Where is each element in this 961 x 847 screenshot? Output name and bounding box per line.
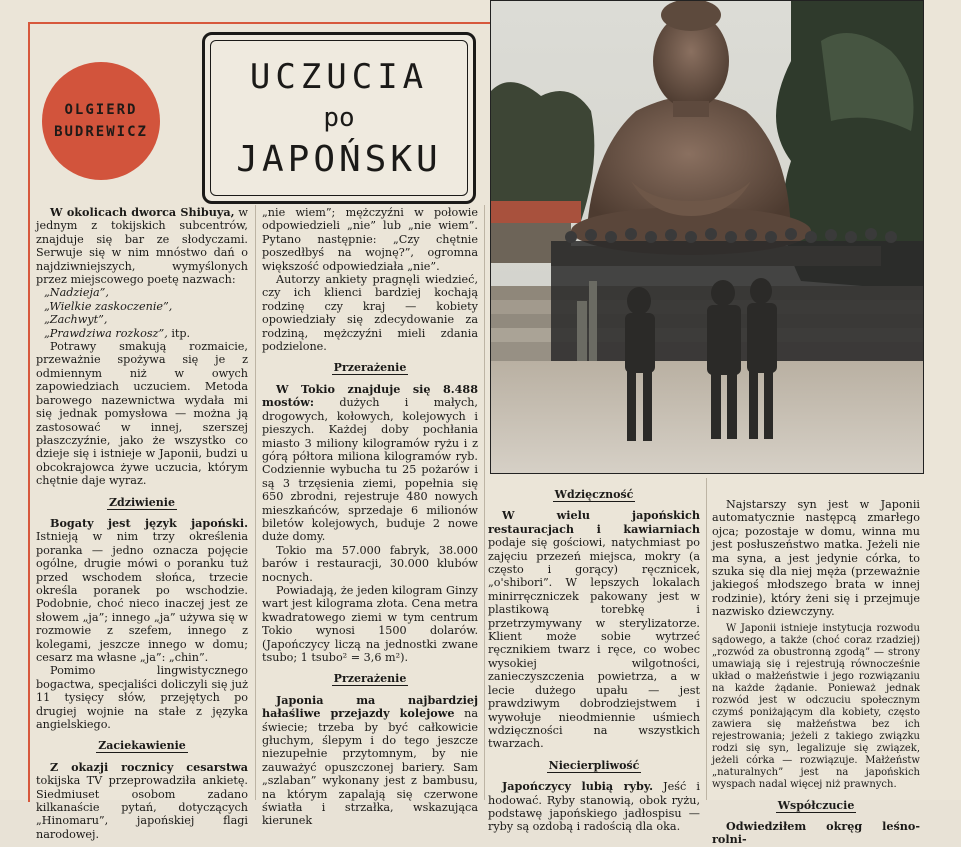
section-heading-zdziwienie: Zdziwienie	[109, 495, 175, 509]
col1-quote-4: „Prawdziwa rozkosz”,	[44, 326, 168, 340]
col2-paragraph-4: Tokio ma 57.000 fabryk, 38.000 barów i restauracji, 30.000 klubów nocnych.	[262, 543, 478, 584]
red-rule-left	[28, 22, 30, 802]
section-heading-wdziecznosc: Wdzięczność	[554, 488, 634, 501]
col3-lead-bold-2: Japończycy lubią ryby.	[502, 779, 653, 794]
column-2	[262, 206, 478, 828]
col2-paragraph-2: Autorzy ankiety pragnęli wiedzieć, czy ich klienci bardziej kochają rodzinę czy kraj — kobiety opowiedziały się zdecydowanie za rodziną, mężczyźni mieli zdania podzielone.	[262, 273, 478, 354]
col1-quote-4-tail: itp.	[167, 326, 191, 340]
title-line-3: JAPOŃSKU	[236, 139, 442, 180]
col1-lead-bold-3: Z okazji rocznicy cesarstwa	[50, 759, 248, 774]
col1-quote-2: „Wielkie zaskoczenie”,	[44, 299, 173, 313]
col3-lead-bold: W wielu japońskich restauracjach i kawiarniach	[488, 508, 700, 536]
section-heading-zaciekawienie: Zaciekawienie	[98, 739, 186, 753]
column-1	[36, 206, 248, 841]
title-line-1: UCZUCIA	[249, 57, 429, 97]
col2-paragraph-3: dużych i małych, drogowych, kołowych, kolejowych i pieszych. Każdej doby pochłania miasto 3 miliony kilogramów ryżu i z górą półtora miliona kilogramów ryb. Codziennie wybucha tu 25 pożarów i są 3 trzęsienia ziemi, popełnia się 650 zbrodni, rejestruje 480 nowych mieszkańców, sprzedaje 6 milionów biletów kolejowych, buduje 2 nowe duże domy.	[262, 396, 478, 544]
column-rule-3	[706, 478, 707, 800]
col2-paragraph-6: na świecie; trzeba by być całkowicie głuchym, ślepym i do tego jeszcze niezupełnie przytomnym, by nie zauważyć opuszczonej bariery. Sam „szlaban” wykonany jest z bambusu, na którym zapalają się czerwone światła i strzałka, wskazująca kierunek	[262, 707, 478, 828]
title-box	[202, 32, 476, 204]
col1-paragraph-4: Pomimo lingwistycznego bogactwa, specjaliści doliczyli się już 11 tysięcy słów, przejętych po drugiej wojnie na stałe z języka angielskiego.	[36, 664, 248, 732]
col4-paragraph-1: Najstarszy syn jest w Japonii automatycznie następcą zmarłego ojca; pozostaje w domu, winna mu jest posłuszeństwo matka. Jeżeli nie ma syna, a jest jedynie córka, to szuka się dla niej męża (przeważnie jakiegoś młodszego brata w innej rodzinie), który żeni się i przejmuje nazwisko dziewczyny.	[712, 498, 920, 619]
author-first-name: OLGIERD	[64, 102, 138, 118]
col1-paragraph-3: Istnieją w nim trzy określenia poranka — jedno oznacza pojęcie ogólne, drugie mówi o poranku tuż przed wschodem słońca, trzecie określa poranek po wschodzie. Podobnie, choć nieco inaczej jest ze słowem „ja”; innego „ja” używa się w rozmowie z szefem, innego z kolegami, jeszcze innego w domu; cesarz ma własne „ja”: „chin”.	[36, 530, 248, 664]
column-4	[712, 498, 920, 847]
col3-paragraph-2: Jeść i hodować. Ryby stanowią, obok ryżu, podstawę japońskiego jadłospisu — ryby są ozdobą i radością dla oka.	[488, 780, 700, 834]
col2-paragraph-5: Powiadają, że jeden kilogram Ginzy wart jest kilograma złota. Cena metra kwadratowego ziemi w tym centrum Tokio wynosi 1500 dolarów. (Japończycy liczą na jednostki zwane tsubo; 1 tsubo² = 3,6 m²).	[262, 583, 478, 664]
col1-quote-1: „Nadzieja”,	[44, 286, 109, 300]
author-badge	[42, 62, 160, 180]
column-3	[488, 488, 700, 834]
column-rule-2	[484, 205, 485, 800]
red-rule-top	[28, 22, 490, 24]
col2-lead-bold-2: Japonia ma najbardziej hałaśliwe przejazdy kolejowe	[262, 692, 478, 721]
buddha-photo-illustration	[491, 1, 923, 473]
col2-paragraph-1: „nie wiem”; mężczyźni w połowie odpowiedzieli „nie” lub „nie wiem”. Pytano następnie: „Czy chętnie poszedłbyś na wojnę?”, ogromna większość odpowiedziała „nie”.	[262, 206, 478, 273]
buddha-photo	[490, 0, 924, 474]
col1-lead-bold-2: Bogaty jest język japoński.	[50, 515, 248, 530]
section-heading-wspolczucie: Współczucie	[777, 798, 855, 812]
col4-lead-bold: Odwiedziłem okręg leśno-rolni-	[712, 819, 920, 847]
section-heading-niecierpliwosc: Niecierpliwość	[548, 758, 640, 772]
col1-lead-bold: W okolicach dworca Shibuya,	[50, 205, 235, 219]
col3-paragraph-1: podaje się gościowi, natychmiast po zajęciu przezeń miejsca, mokry (a często i gorący) ręcznicek, „o'shibori”. W lepszych lokalach minirręczniczek pakowany jest w plastikową torebkę i przetrzymywany w sterylizatorze. Klient może sobie wytrzeć ręcznikiem twarz i ręce, co wobec wysokiej wilgotności, zanieczyszczenia powietrza, a w lecie dużego upału — jest prawdziwym dobrodziejstwem i wywołuje nieodmiennie uśmiech wdzięczności na wszystkich twarzach.	[488, 536, 700, 751]
col1-paragraph-1: w jednym z tokijskich subcentrów, znajduje się bar ze słodyczami. Serwuje się w nim mnóstwo dań o najdziwniejszych, wymyślonych przez miejscowego poetę nazwach:	[36, 206, 248, 287]
column-rule-1	[255, 205, 256, 800]
col2-lead-bold: W Tokio znajduje się 8.488 mostów:	[262, 381, 478, 410]
section-heading-przerazenie: Przerażenie	[333, 361, 407, 375]
col4-paragraph-2: W Japonii istnieje instytucja rozwodu sądowego, a także (choć coraz rzadziej) „rozwód za obustronną zgodą” — strony umawiają się i rejestrują równocześnie układ o małżeństwie i jego rozwiązaniu na każde żądanie. Ponieważ jednak rozwód jest w odczuciu społecznym czymś poniżającym dla kobiety, często zawiera się małżeństwa bez ich rejestrowania; jeżeli z takiego związku rodzi się syn, legalizuje się związek, jeżeli córka — rozwiązuje. Małżeństw „naturalnych” jest na japońskich wyspach nadal więcej niż prawnych.	[712, 622, 920, 790]
author-last-name: BUDREWICZ	[54, 124, 148, 140]
col1-paragraph-5: tokijska TV przeprowadziła ankietę. Siedmiuset osobom zadano kilkanaście pytań, dotyczących „Hinomaru”, japońskiej flagi narodowej.	[36, 774, 248, 841]
section-heading-przerazenie-2: Przerażenie	[333, 672, 407, 686]
col1-quote-3: „Zachwyt”,	[44, 313, 108, 327]
col1-paragraph-2: Potrawy smakują rozmaicie, przeważnie spożywa się je z odmiennym niż w owych zapowiedziach uczuciem. Metoda barowego nazewnictwa wydała mi się jednak pomysłowa — można ją zastosować w innej, szerszej płaszczyźnie, jako że wszystko co dzieje się i istnieje w Japonii, budzi u obcokrajowca żywe uczucia, którym chętnie daje wyraz.	[36, 340, 248, 488]
title-line-2: po	[323, 103, 355, 133]
